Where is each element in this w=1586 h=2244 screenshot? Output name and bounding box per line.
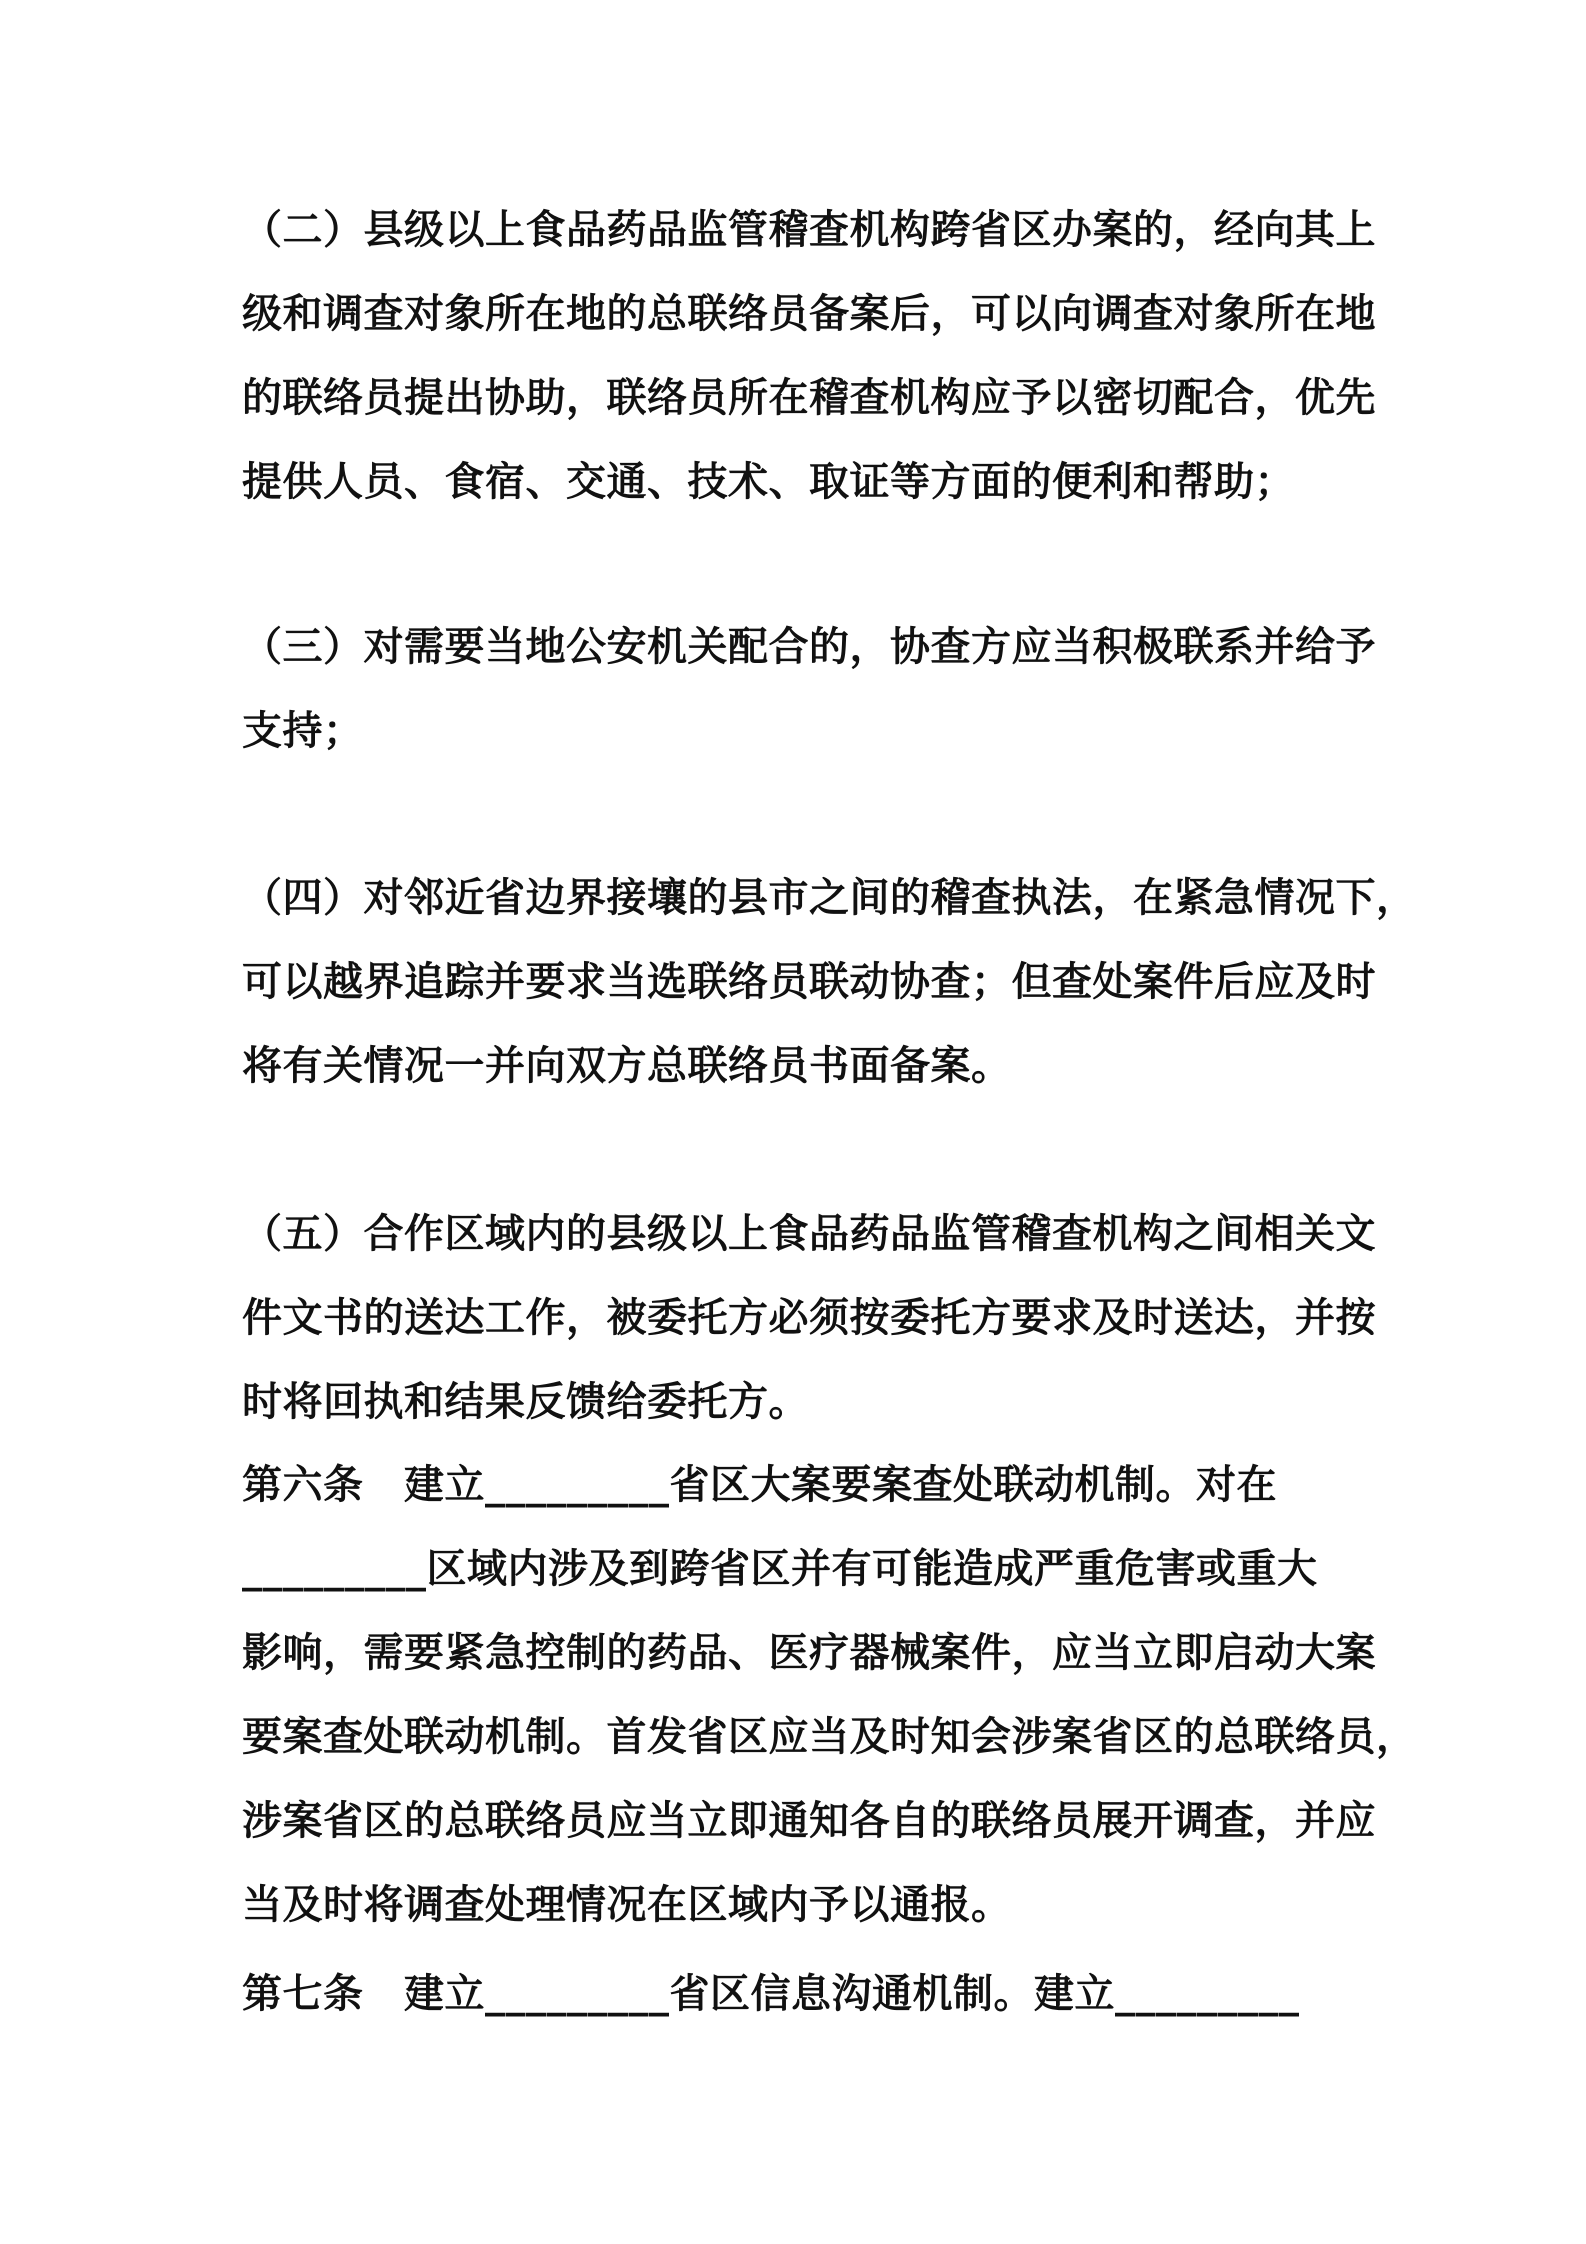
text-line: 支持； xyxy=(242,708,364,754)
text-line: 级和调查对象所在地的总联络员备案后，可以向调查对象所在地 xyxy=(242,291,1376,337)
text-line: 的联络员提出协助，联络员所在稽查机构应予以密切配合，优先 xyxy=(242,375,1376,421)
text-line: 要案查处联动机制。首发省区应当及时知会涉案省区的总联络员， xyxy=(242,1714,1417,1760)
text-line: （三）对需要当地公安机关配合的，协查方应当积极联系并给予 xyxy=(242,624,1376,670)
text-line: 涉案省区的总联络员应当立即通知各自的联络员展开调查，并应 xyxy=(242,1798,1376,1844)
text-line: 影响，需要紧急控制的药品、医疗器械案件，应当立即启动大案 xyxy=(242,1630,1376,1676)
paragraph-article-6 xyxy=(242,1443,1417,1947)
text-line: 提供人员、食宿、交通、技术、取证等方面的便利和帮助； xyxy=(242,459,1295,505)
text-line: 将有关情况一并向双方总联络员书面备案。 xyxy=(242,1043,1012,1089)
text-line: _________区域内涉及到跨省区并有可能造成严重危害或重大 xyxy=(242,1546,1318,1592)
text-line: （二）县级以上食品药品监管稽查机构跨省区办案的，经向其上 xyxy=(242,207,1376,253)
paragraph-item-3 xyxy=(242,605,1376,773)
text-line: 第七条 建立_________省区信息沟通机制。建立_________ xyxy=(242,1971,1300,2017)
paragraph-item-5 xyxy=(242,1192,1376,1444)
text-line: 当及时将调查处理情况在区域内予以通报。 xyxy=(242,1882,1012,1928)
text-line: 可以越界追踪并要求当选联络员联动协查；但查处案件后应及时 xyxy=(242,959,1376,1005)
paragraph-item-4 xyxy=(242,856,1417,1108)
paragraph-article-7 xyxy=(242,1952,1352,2036)
text-line: 时将回执和结果反馈给委托方。 xyxy=(242,1379,809,1425)
text-line: （四）对邻近省边界接壤的县市之间的稽查执法，在紧急情况下， xyxy=(242,875,1417,921)
text-line: （五）合作区域内的县级以上食品药品监管稽查机构之间相关文 xyxy=(242,1211,1376,1257)
text-line: 第六条 建立_________省区大案要案查处联动机制。对在 xyxy=(242,1462,1277,1508)
text-line: 件文书的送达工作，被委托方必须按委托方要求及时送达，并按 xyxy=(242,1295,1376,1341)
paragraph-item-2 xyxy=(242,188,1376,524)
